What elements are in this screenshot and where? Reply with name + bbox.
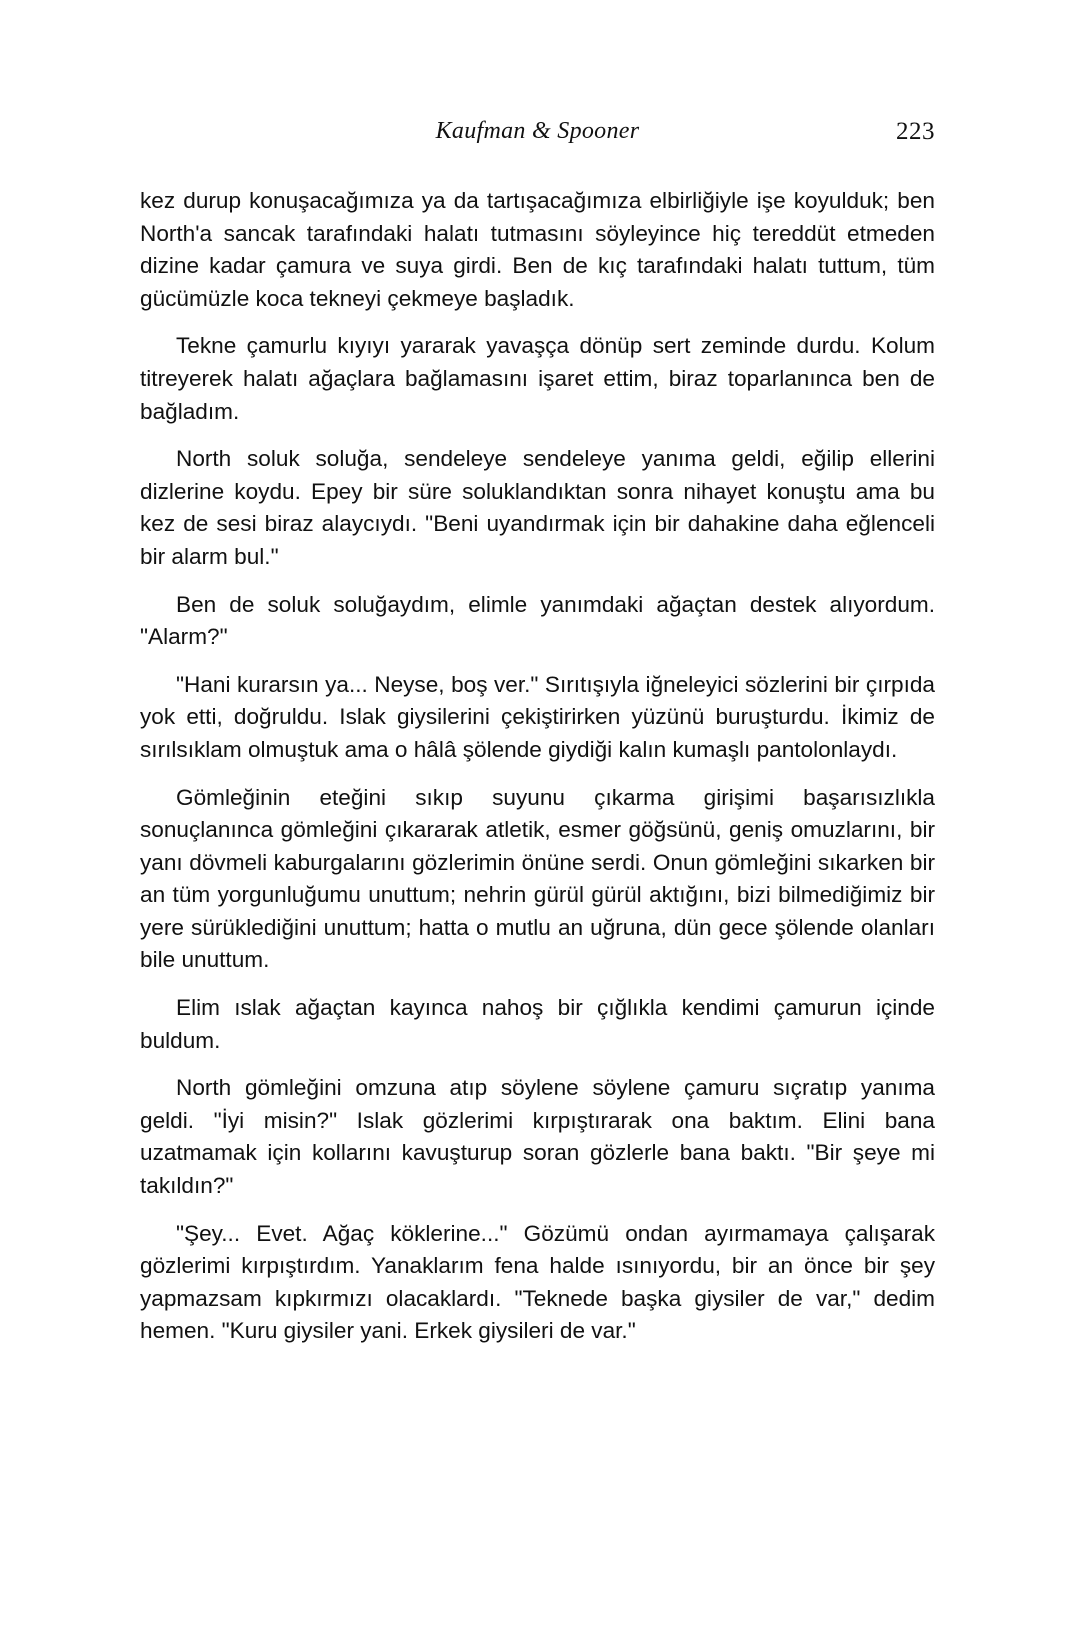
paragraph: North gömleğini omzuna atıp söylene söylene çamuru sıçratıp yanıma geldi. "İyi misin?" Islak gözlerimi kırpıştırarak ona baktım. Elini bana uzatmamak için kollarını kavuşturup soran gözlerle bana baktı. "Bir şeye mi takıldın?" xyxy=(140,1075,935,1199)
paragraph: "Hani kurarsın ya... Neyse, boş ver." Sırıtışıyla iğneleyici sözlerini bir çırpıda yok etti, doğruldu. Islak giysilerini çekiştirirken yüzünü buruşturdu. İkimiz de sırılsıklam olmuştuk ama o hâlâ şölende giydiği kalın kumaşlı pantolonlaydı. xyxy=(140,671,935,762)
paragraph: Elim ıslak ağaçtan kayınca nahoş bir çığlıkla kendimi çamurun içinde buldum. xyxy=(140,995,935,1053)
paragraph: Ben de soluk soluğaydım, elimle yanımdaki ağaçtan destek alıyordum. "Alarm?" xyxy=(140,591,935,650)
running-title: Kaufman & Spooner xyxy=(435,118,640,144)
paragraph: Tekne çamurlu kıyıyı yararak yavaşça dönüp sert zeminde durdu. Kolum titreyerek halatı ağaçlara bağlamasını işaret ettim, biraz toparlanınca ben de bağladım. xyxy=(140,333,935,424)
paragraph: "Şey... Evet. Ağaç köklerine..." Gözümü ondan ayırmamaya çalışarak gözlerimi kırpıştırdım. Yanaklarım fena halde ısınıyordu, bir an önce bir şey yapmazsam kıpkırmızı olacaklardı. "Teknede başka giysiler de var," dedim hemen. "Kuru giysiler yani. Erkek giysileri de var." xyxy=(140,1220,935,1344)
paragraph: Gömleğinin eteğini sıkıp suyunu çıkarma girişimi başarısızlıkla sonuçlanınca gömleğini çıkararak atletik, esmer göğsünü, geniş omuzlarını, bir yanı dövmeli kaburgalarını gözlerimin önüne serdi. Onun gömleğini sıkarken bir an tüm yorgunluğumu unuttum; nehrin gürül gürül aktığını, bizi bilmediğimiz bir yere sürüklediğini unuttum; hatta o mutlu an uğruna, dün gece şölende olanları bile unuttum. xyxy=(140,784,935,973)
paragraph: kez durup konuşacağımıza ya da tartışacağımıza elbirliğiyle işe koyulduk; ben North'a sancak tarafındaki halatı tutmasını söyleyince hiç tereddüt etmeden dizine kadar çamura ve suya girdi. Ben de kıç tarafındaki halatı tuttum, tüm gücümüzle koca tekneyi çekmeye başladık. xyxy=(140,188,935,311)
running-head xyxy=(140,118,935,158)
body-text xyxy=(140,185,935,1363)
paragraph: North soluk soluğa, sendeleye sendeleye yanıma geldi, eğilip ellerini dizlerine koydu. Epey bir süre soluklandıktan sonra nihayet konuştu ama bu kez de sesi biraz alaycıydı. "Beni uyandırmak için bir dahakine daha eğlenceli bir alarm bul." xyxy=(140,446,935,569)
page-number: 223 xyxy=(896,118,935,145)
